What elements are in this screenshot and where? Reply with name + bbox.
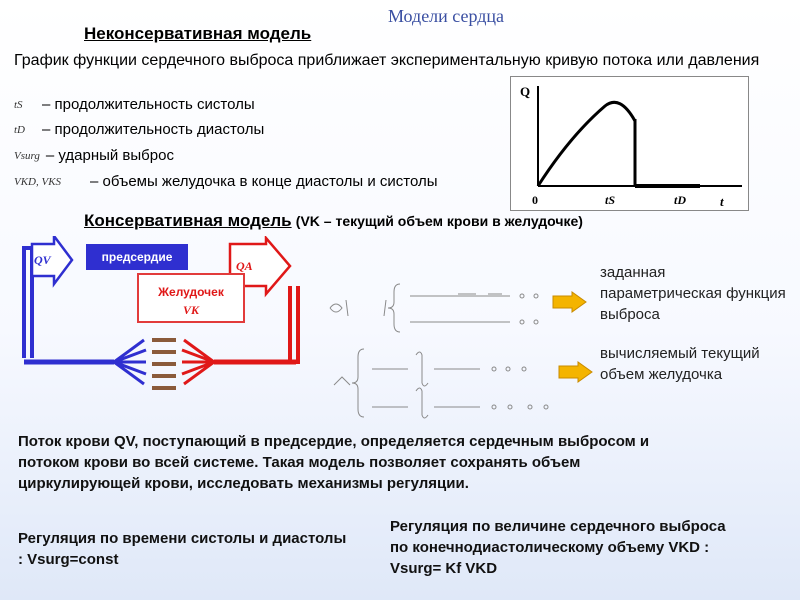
regulation-time: Регуляция по времени систолы и диастолы : Vsurg=const — [18, 530, 347, 568]
right-tube — [290, 286, 298, 362]
capillary-bars — [152, 340, 176, 388]
orange-arrow-1 — [552, 291, 588, 313]
volume-formula-glyphs — [334, 349, 548, 418]
symbol-td: tD — [14, 123, 25, 136]
legend-volumes — [14, 173, 438, 190]
formula2-note: вычисляемый текущий объем желудочка — [600, 345, 760, 383]
volume-formula — [330, 345, 560, 425]
symbol-vkd-vks: VKD, VKS — [14, 175, 62, 188]
legend-text: – ударный выброс — [45, 147, 174, 164]
circulation-diagram — [14, 236, 314, 406]
flow-formula-glyphs — [330, 284, 538, 332]
slide-title: Модели сердца — [388, 6, 505, 26]
graph-y-label: Q — [520, 84, 531, 99]
ventricle-label: Желудочек — [158, 285, 224, 299]
venous-fan — [114, 340, 146, 384]
conservative-paragraph: Поток крови QV, поступающий в предсердие, определяется сердечным выбросом и потоком крови во всей системе. Такая модель позволяет сохранять объем циркулирующей крови, исследовать механизмы регуляции. — [18, 433, 650, 492]
graph-frame — [511, 77, 749, 211]
qa-label: QA — [236, 259, 253, 273]
symbol-vsurg: Vsurg — [14, 149, 40, 162]
legend-systole — [14, 96, 255, 113]
graph-x-label: t — [720, 194, 724, 209]
cardiac-output-graph — [510, 76, 750, 216]
symbol-ts: tS — [14, 98, 23, 111]
conservative-heading-row — [84, 211, 583, 231]
legend-text: – продолжительность диастолы — [42, 121, 265, 138]
intro-text: График функции сердечного выброса приближает экспериментальную кривую потока или давления — [14, 52, 760, 69]
legend-stroke — [14, 147, 174, 164]
nonconservative-heading: Неконсервативная модель — [84, 24, 312, 43]
graph-tick-td: tD — [674, 193, 686, 207]
legend-diastole — [14, 121, 264, 138]
arterial-fan — [182, 340, 214, 384]
qv-label: QV — [34, 253, 51, 267]
conservative-note: (VK – текущий объем крови в желудочке) — [295, 213, 583, 229]
flow-formula — [326, 278, 556, 338]
vk-label: VK — [182, 303, 200, 317]
orange-arrow-2 — [558, 361, 594, 383]
graph-tick-ts: tS — [605, 193, 616, 207]
atrium-label: предсердие — [101, 250, 173, 264]
legend-text: – продолжительность систолы — [42, 96, 255, 113]
formula1-note: заданная параметрическая функция выброса — [600, 264, 786, 323]
legend-text: – объемы желудочка в конце диастолы и систолы — [90, 173, 438, 190]
conservative-heading: Консервативная модель — [84, 211, 292, 230]
graph-origin: 0 — [532, 193, 538, 207]
regulation-volume: Регуляция по величине сердечного выброса по конечнодиастолическому объему VKD : Vsurg= Kf VKD — [390, 518, 726, 577]
